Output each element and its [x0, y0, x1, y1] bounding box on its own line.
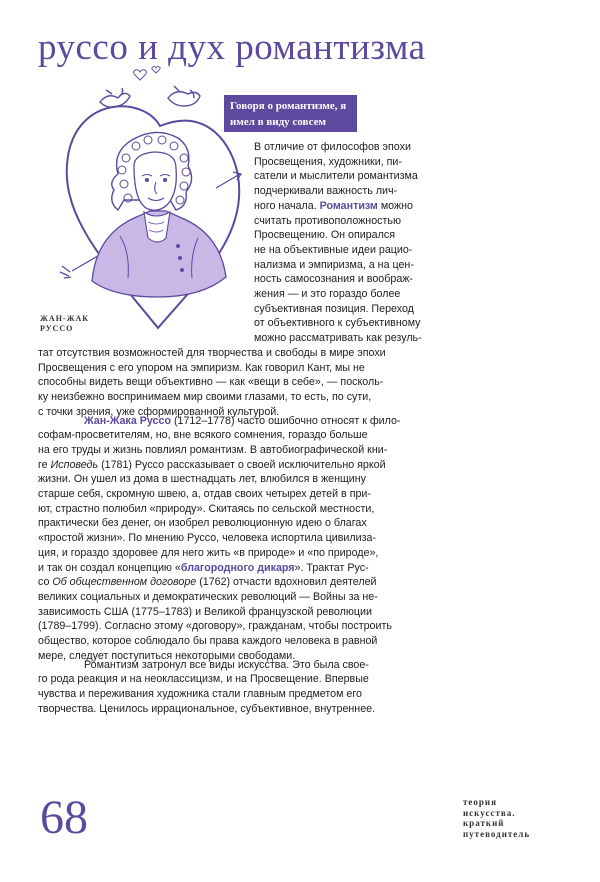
page-title: руссо и дух романтизма — [38, 27, 426, 68]
portrait-figure — [92, 132, 226, 297]
text-line: не на объективные идеи рацио- — [254, 243, 413, 256]
text-line: с точки зрения, уже сформированной культурой. — [38, 405, 280, 418]
text-line: Просвещения с его упором на эмпиризм. Как говорил Кант, мы не — [38, 361, 365, 374]
text-line: го рода реакция и на неоклассицизм, и на Просвещение. Впервые — [38, 673, 369, 686]
text-line: тат отсутствия возможностей для творчества и свободы в мире эпохи — [38, 346, 386, 359]
text-line: способны видеть вещи объективно — как «вещи в себе», — посколь- — [38, 376, 384, 389]
text-line: нализма и эмпиризма, а на цен- — [254, 258, 414, 271]
text-line: субъективная позиция. Переход — [254, 302, 414, 315]
text-line — [84, 414, 400, 429]
text-line: Просвещения, художники, пи- — [254, 155, 402, 168]
caption-line: РУССО — [40, 324, 74, 333]
text-line: софам-просветителям, но, вне всякого сомнения, гораздо больше — [38, 429, 368, 442]
title-confession: Исповедь — [50, 458, 99, 471]
text-fragment: со — [38, 576, 53, 589]
text-line: сатели и мыслители романтизма — [254, 170, 418, 183]
birds-icon — [100, 66, 200, 107]
text-line: великих социальных и демократических революций — Войны за не- — [38, 590, 378, 603]
text-fragment: (1712–1778) часто ошибочно относят к фило- — [170, 414, 401, 427]
title-social-contract: Об общественном договоре — [52, 576, 197, 589]
name-rousseau: Жан-Жака Руссо — [84, 414, 171, 427]
page-number: 68 — [40, 791, 88, 844]
series-line: путеводитель — [463, 828, 531, 839]
series-title — [463, 797, 530, 839]
text-line: ция, и гораздо здоровее для него жить «в природе» и «по природе», — [38, 546, 379, 559]
series-line: теория — [463, 797, 497, 807]
text-line: (1789–1799). Согласно этому «договору», гражданам, чтобы построить — [38, 620, 392, 633]
text-line: можно рассматривать как резуль- — [254, 332, 422, 345]
illustration-caption — [40, 314, 89, 334]
text-line: практически без денег, он изобрел революционную идею о благах — [38, 517, 367, 530]
text-line: от объективного к субъективному — [254, 317, 421, 330]
caption-line: ЖАН-ЖАК — [40, 314, 90, 323]
text-line: подчеркивали важность лич- — [254, 185, 398, 198]
text-line: жизни. Он ушел из дома в шестнадцать лет, влюбился в женщину — [38, 473, 366, 486]
term-romanticism: Романтизм — [319, 199, 378, 212]
text-line: чувства и переживания художника стали главным предметом его — [38, 687, 362, 700]
text-line: ют, страстно полюбил «природу». Скитаясь по сельской местности, — [38, 502, 375, 515]
text-line: творчества. Ценилось иррациональное, субъективное, внутреннее. — [38, 702, 376, 715]
text-line: жения — и это гораздо более — [254, 288, 401, 300]
series-line: краткий — [463, 818, 505, 828]
text-fragment: можно — [377, 199, 413, 212]
text-fragment: ». Трактат Рус- — [294, 561, 369, 574]
text-fragment: (1762) отчасти вдохновил деятелей — [196, 576, 377, 589]
text-line — [38, 561, 369, 576]
text-line: В отличие от философов эпохи — [254, 141, 411, 153]
term-noble-savage: благородного дикаря — [180, 561, 295, 574]
text-line: общество, которое соблюдало бы права каждого человека в равной — [38, 635, 378, 647]
text-line — [38, 575, 377, 590]
text-fragment: (1781) Руссо рассказывает о своей исключительно яркой — [98, 458, 386, 471]
series-line: искусства. — [463, 807, 516, 818]
text-line: мере, следует поступиться некоторыми свободами. — [38, 649, 296, 662]
text-line: Романтизм затронул все виды искусства. Это была свое- — [84, 658, 369, 671]
text-line: старше себя, скромную швею, а, отдав своих четырех детей в при- — [38, 488, 371, 500]
text-line — [38, 458, 386, 473]
text-line: считать противоположностью — [254, 214, 401, 227]
text-line — [254, 199, 413, 214]
speech-bubble: Говоря о романтизме, я имел в виду совсем другое. — [224, 95, 357, 132]
text-line: «простой жизни». По мнению Руссо, человека испортила цивилиза- — [38, 532, 376, 545]
text-fragment: и так он создал концепцию « — [38, 561, 181, 574]
text-line: Просвещению. Он опирался — [254, 229, 395, 242]
text-fragment: ного начала. — [254, 199, 320, 212]
text-line: зависимость США (1775–1783) и Великой французской революции — [38, 605, 372, 618]
text-fragment: ге — [38, 458, 51, 471]
text-line: на его труды и жизнь повлиял романтизм. В автобиографической кни- — [38, 443, 388, 456]
text-line: ку неизбежно воспринимаем мир своими глазами, то есть, по сути, — [38, 390, 372, 403]
text-line: ность самосознания и воображ- — [254, 273, 413, 286]
